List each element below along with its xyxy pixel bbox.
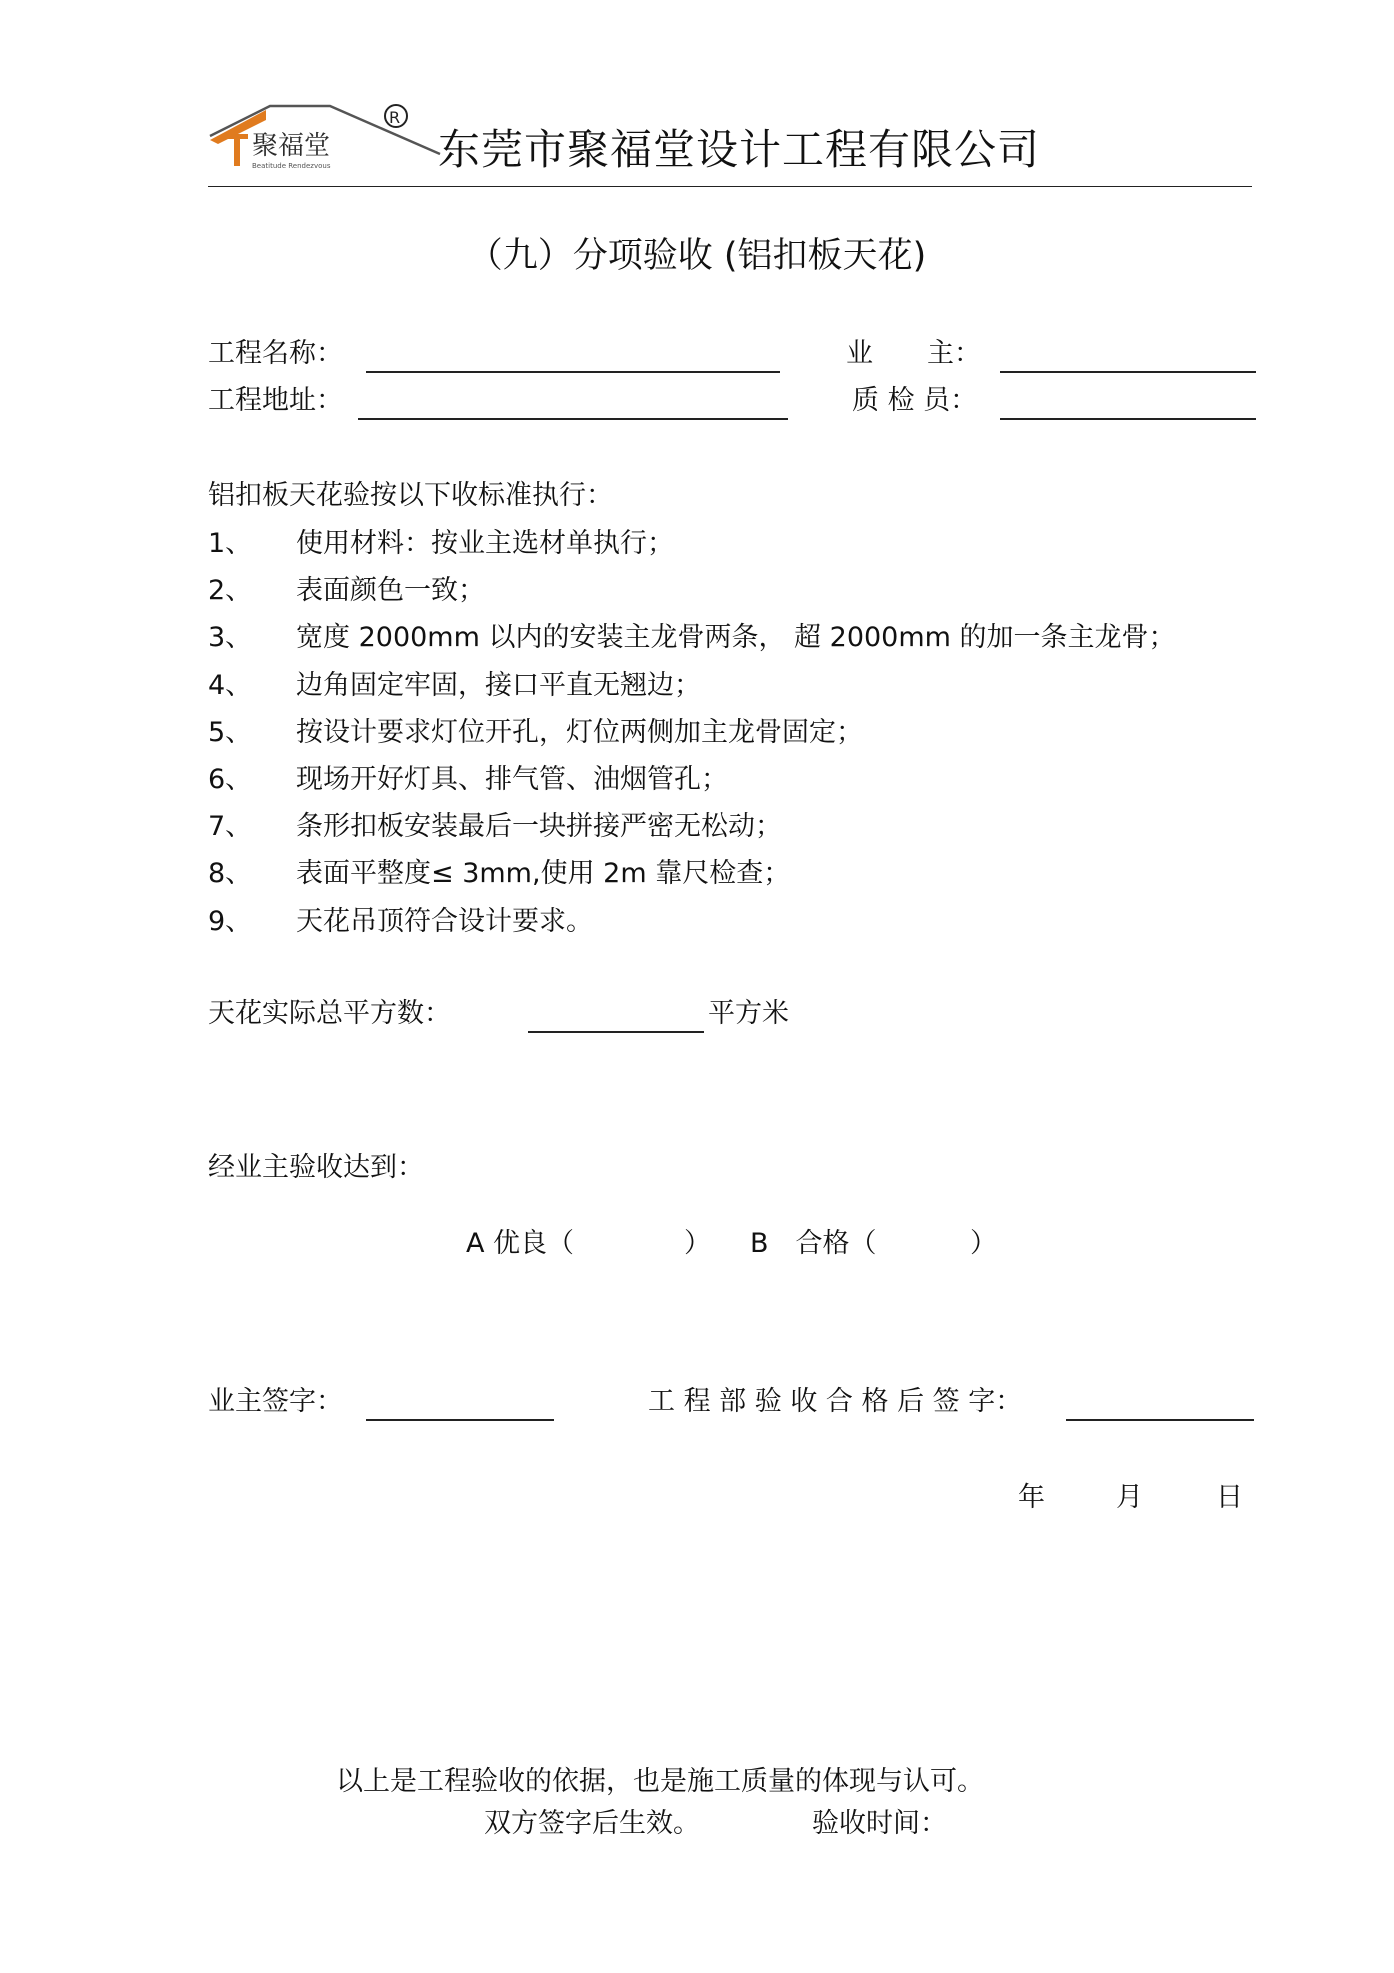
list-item-number: 1、 bbox=[208, 528, 253, 559]
list-item: 表面平整度≤ 3mm,使用 2m 靠尺检查； bbox=[296, 858, 791, 889]
list-item: 条形扣板安装最后一块拼接严密无松动； bbox=[296, 811, 782, 842]
option-a-close: ） bbox=[684, 1228, 711, 1259]
company-name: 东莞市聚福堂设计工程有限公司 bbox=[438, 125, 1041, 174]
acceptance-label: 经业主验收达到： bbox=[208, 1152, 424, 1183]
svg-text:R: R bbox=[389, 108, 401, 127]
company-logo bbox=[208, 96, 448, 186]
project-name-field[interactable] bbox=[366, 344, 780, 373]
owner-label: 业 主： bbox=[846, 338, 981, 369]
list-item: 天花吊顶符合设计要求。 bbox=[296, 906, 593, 937]
option-a-label: A 优良（ bbox=[466, 1228, 575, 1259]
page-title: （九）分项验收 (铝扣板天花) bbox=[467, 236, 927, 276]
date-year: 年 bbox=[1018, 1482, 1045, 1513]
inspector-field[interactable] bbox=[1000, 391, 1256, 420]
list-item: 宽度 2000mm 以内的安装主龙骨两条， 超 2000mm 的加一条主龙骨； bbox=[296, 622, 1176, 653]
standard-intro: 铝扣板天花验按以下收标准执行： bbox=[208, 480, 613, 511]
list-item: 按设计要求灯位开孔，灯位两侧加主龙骨固定； bbox=[296, 717, 863, 748]
list-item-number: 8、 bbox=[208, 858, 253, 889]
list-item-number: 4、 bbox=[208, 670, 253, 701]
footer-line-2: 双方签字后生效。 bbox=[484, 1808, 700, 1839]
dept-sign-label: 工 程 部 验 收 合 格 后 签 字： bbox=[648, 1386, 1023, 1417]
date-month: 月 bbox=[1116, 1482, 1143, 1513]
inspector-label: 质 检 员： bbox=[852, 385, 978, 416]
area-unit: 平方米 bbox=[708, 998, 789, 1029]
owner-field[interactable] bbox=[1000, 344, 1256, 373]
project-address-label: 工程地址： bbox=[208, 385, 343, 416]
list-item: 使用材料：按业主选材单执行； bbox=[296, 528, 674, 559]
list-item-number: 2、 bbox=[208, 575, 253, 606]
project-address-field[interactable] bbox=[358, 391, 788, 420]
list-item: 现场开好灯具、排气管、油烟管孔； bbox=[296, 764, 728, 795]
option-a-checkbox[interactable] bbox=[596, 1226, 680, 1260]
area-field[interactable] bbox=[528, 1004, 704, 1033]
list-item-number: 7、 bbox=[208, 811, 253, 842]
footer-line-1: 以上是工程验收的依据，也是施工质量的体现与认可。 bbox=[336, 1766, 984, 1797]
list-item: 表面颜色一致； bbox=[296, 575, 485, 606]
option-b-checkbox[interactable] bbox=[888, 1226, 968, 1260]
project-name-label: 工程名称： bbox=[208, 338, 343, 369]
area-label: 天花实际总平方数： bbox=[208, 998, 451, 1029]
list-item-number: 5、 bbox=[208, 717, 253, 748]
logo-subtext: Beatitude Rendezvous bbox=[252, 162, 331, 170]
dept-sign-field[interactable] bbox=[1066, 1392, 1254, 1421]
option-b-close: ） bbox=[970, 1228, 997, 1259]
list-item-number: 3、 bbox=[208, 622, 253, 653]
list-item-number: 9、 bbox=[208, 906, 253, 937]
date-day: 日 bbox=[1216, 1482, 1243, 1513]
logo-text: 聚福堂 bbox=[252, 131, 331, 161]
option-b-label: B 合格（ bbox=[750, 1228, 877, 1259]
owner-sign-field[interactable] bbox=[366, 1392, 554, 1421]
owner-sign-label: 业主签字： bbox=[208, 1386, 343, 1417]
footer-time-label: 验收时间： bbox=[812, 1808, 947, 1839]
header-divider bbox=[208, 186, 1252, 187]
list-item: 边角固定牢固，接口平直无翘边； bbox=[296, 670, 701, 701]
list-item-number: 6、 bbox=[208, 764, 253, 795]
